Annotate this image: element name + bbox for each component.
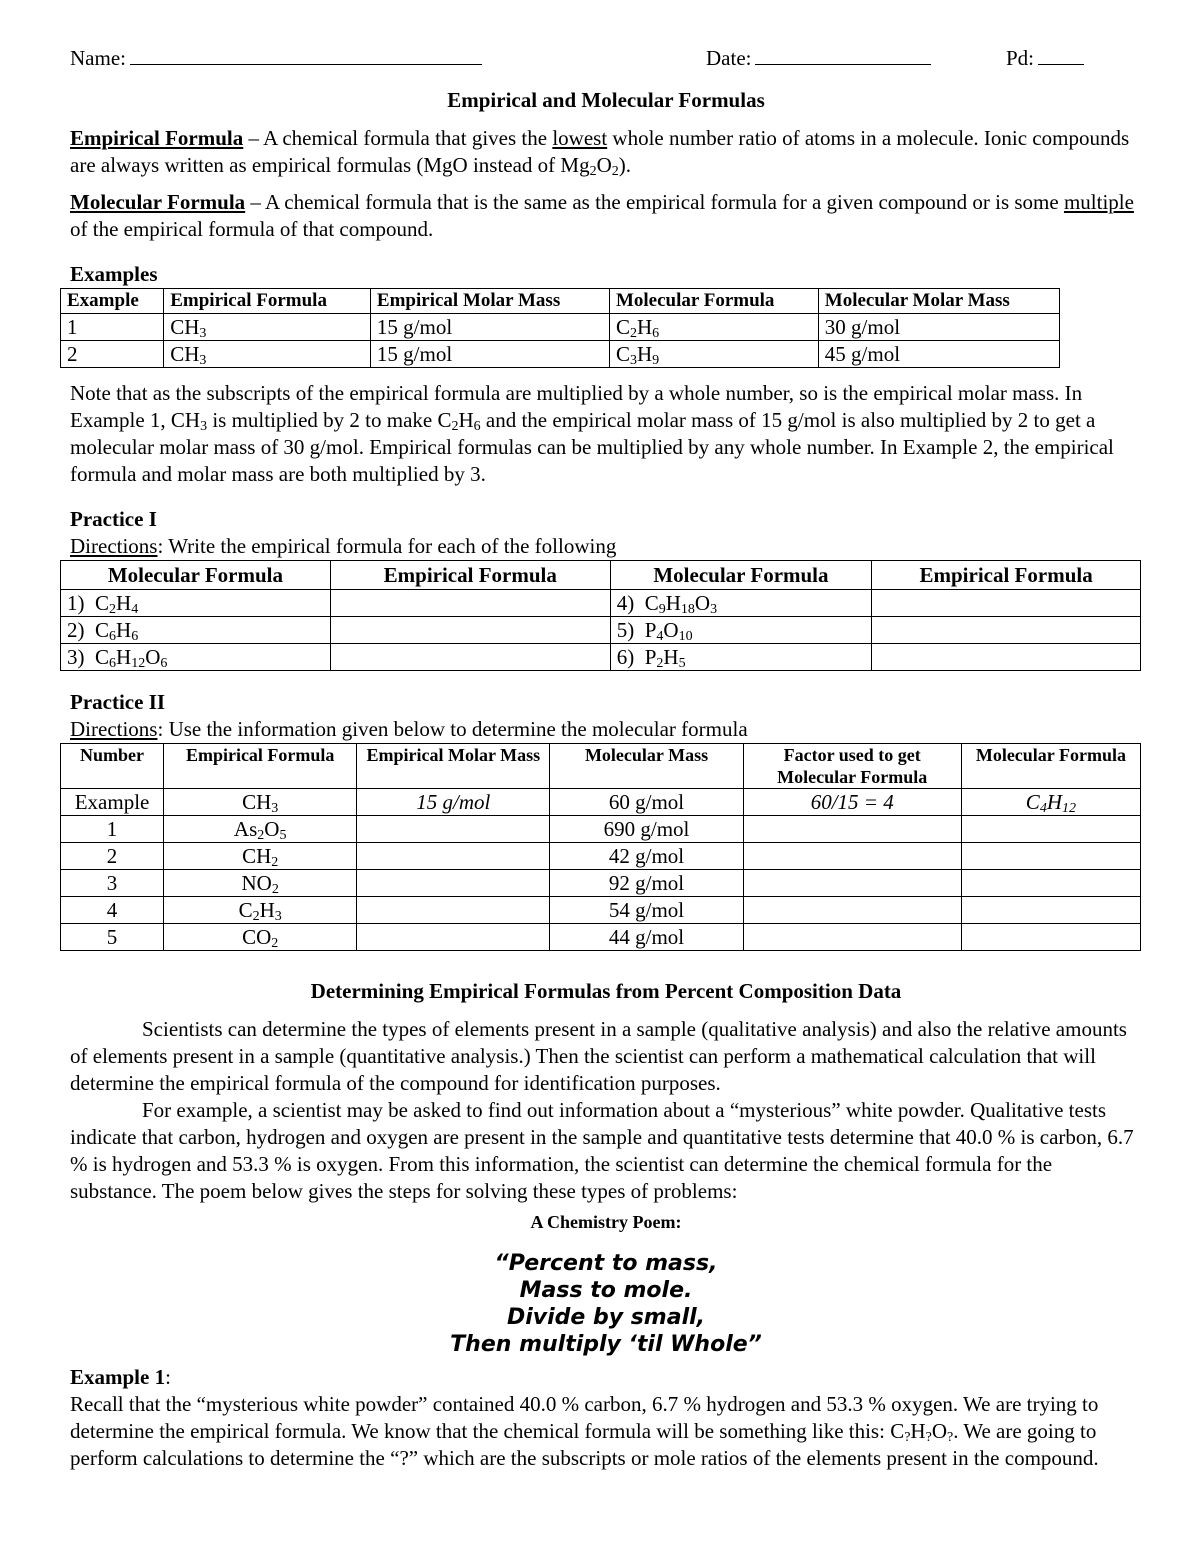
example1-text: . We are going to perform calculations to determine the “?” which are the subscripts or mole ratios of the elements present in the compound. (70, 1419, 1099, 1470)
molecular-formula-cell (609, 341, 818, 368)
subscript: 2 (451, 419, 459, 434)
empirical-formula-cell (164, 870, 357, 897)
example1-title: Example 1 (70, 1365, 166, 1389)
empirical-formula-cell (164, 341, 371, 368)
table-row (61, 816, 1141, 843)
subscript: 2 (629, 325, 637, 341)
subscript: ? (925, 1430, 932, 1445)
molecular-formula-cell (610, 644, 872, 671)
item-number: 3) (67, 644, 85, 669)
row-number: Example (61, 789, 164, 816)
formula-element: O (264, 816, 280, 841)
subscript: 12 (131, 655, 146, 671)
answer-cell[interactable] (961, 924, 1140, 951)
poem-line: “Percent to mass, (494, 1251, 718, 1276)
subscript: 6 (131, 628, 139, 644)
examples-table (60, 288, 1060, 368)
molecular-formula-cell (61, 617, 331, 644)
formula-element: H (636, 341, 653, 366)
table-row (61, 897, 1141, 924)
column-header: Empirical Formula (164, 744, 357, 789)
subscript: 3 (629, 352, 637, 368)
answer-cell[interactable] (961, 870, 1140, 897)
formula-element: C (644, 590, 659, 615)
molecular-formula-cell (61, 590, 331, 617)
note-text: Note that as the subscripts of the empirical formula are multiplied by a whole number, so is the empirical molar mass. In Example 1, CH (70, 381, 1083, 432)
pd-label: Pd: (1006, 46, 1035, 70)
item-number: 6) (616, 644, 635, 669)
example-row (61, 789, 1141, 816)
molecular-mass-cell: 45 g/mol (818, 341, 1059, 368)
answer-cell[interactable] (357, 843, 550, 870)
empirical-mass-cell: 15 g/mol (357, 789, 550, 816)
formula-element: NO (241, 870, 272, 895)
table-row (61, 341, 1060, 368)
row-number: 1 (61, 816, 164, 843)
subscript: 3 (200, 419, 208, 434)
formula-element: CO (242, 924, 272, 949)
subscript: 2 (589, 164, 597, 179)
practice1-table (60, 560, 1141, 671)
column-header: Molecular Molar Mass (818, 289, 1059, 314)
subscript: 10 (678, 628, 693, 644)
name-blank[interactable] (130, 44, 482, 65)
formula-element: H (116, 617, 132, 642)
subscript: 2 (252, 908, 260, 924)
formula-element: O (663, 617, 679, 642)
answer-cell[interactable] (743, 924, 961, 951)
formula-element: CH (242, 843, 272, 868)
formula-element: CH (170, 314, 200, 339)
factor-cell: 60/15 = 4 (743, 789, 961, 816)
example1-text: Recall that the “mysterious white powder” contained 40.0 % carbon, 6.7 % hydrogen and 53.3 % oxygen. We are trying to determine the empirical formula. We know that the chemical formula will be something like this: C (70, 1392, 1099, 1443)
empirical-def-text: – A chemical formula that gives the (243, 126, 553, 150)
subscript: 6 (109, 628, 117, 644)
row-number: 3 (61, 870, 164, 897)
molecular-def-emph: multiple (1063, 190, 1134, 214)
practice2-heading: Practice II (70, 690, 166, 714)
formula-element: C (95, 644, 110, 669)
molecular-formula-cell (61, 644, 331, 671)
subscript: 3 (710, 601, 718, 617)
molecular-formula-cell (610, 590, 872, 617)
answer-cell[interactable] (961, 816, 1140, 843)
answer-cell[interactable] (330, 590, 610, 617)
percent-paragraph-2: For example, a scientist may be asked to find out information about a “mysterious” white powder. Qualitative tests indicate that carbon, hydrogen and oxygen are present in the sample and quantitative tests determine that 40.0 % is carbon, 6.7 % is hydrogen and 53.3 % is oxygen. From this information, the scientist can determine the chemical formula for the substance. The poem below gives the steps for solving these types of problems: (70, 1098, 1134, 1203)
examples-heading: Examples (70, 262, 158, 286)
percent-heading: Determining Empirical Formulas from Percent Composition Data (310, 979, 902, 1003)
column-header: Molecular Formula (609, 289, 818, 314)
column-header: Empirical Formula (872, 561, 1141, 590)
answer-cell[interactable] (872, 617, 1141, 644)
practice2-table (60, 743, 1141, 951)
answer-cell[interactable] (743, 843, 961, 870)
subscript: 9 (652, 352, 660, 368)
name-label: Name: (70, 46, 126, 70)
pd-blank[interactable] (1038, 44, 1084, 65)
column-header: Molecular Formula (610, 561, 872, 590)
subscript: 2 (257, 827, 265, 843)
empirical-formula-cell (164, 897, 357, 924)
column-header: Empirical Formula (330, 561, 610, 590)
molecular-formula-cell (961, 789, 1140, 816)
formula-part: O (596, 153, 612, 177)
subscript: 5 (279, 827, 287, 843)
table-row (61, 590, 1141, 617)
answer-cell[interactable] (357, 816, 550, 843)
formula-element: C (615, 341, 630, 366)
subscript: 4 (656, 628, 664, 644)
column-header: Molecular Formula (961, 744, 1140, 789)
formula-element: C (95, 590, 110, 615)
answer-cell[interactable] (872, 590, 1141, 617)
column-header: Example (61, 289, 164, 314)
answer-cell[interactable] (330, 644, 610, 671)
formula-element: As (233, 816, 258, 841)
formula-element: O (694, 590, 711, 615)
subscript: 5 (678, 655, 686, 671)
formula-element: H (665, 590, 681, 615)
column-header: Factor used to get Molecular Formula (743, 744, 961, 789)
item-number: 4) (616, 590, 635, 615)
molecular-def-rest: of the empirical formula of that compound. (70, 217, 434, 241)
formula-element: C (615, 314, 630, 339)
example-number: 2 (61, 341, 164, 368)
example1-text: O (931, 1419, 947, 1443)
answer-cell[interactable] (743, 816, 961, 843)
practice1-heading: Practice I (70, 507, 157, 531)
subscript: 3 (274, 908, 282, 924)
formula-element: P (644, 644, 657, 669)
subscript: 2 (109, 601, 117, 617)
table-row (61, 617, 1141, 644)
formula-element: H (663, 644, 679, 669)
note-paragraph (70, 380, 1142, 488)
formula-element: H (259, 897, 275, 922)
column-header: Empirical Formula (164, 289, 371, 314)
answer-cell[interactable] (961, 843, 1140, 870)
note-text: is multiplied by 2 to make C (207, 408, 452, 432)
formula-element: P (644, 617, 657, 642)
subscript: 9 (658, 601, 666, 617)
formula-element: C (238, 897, 253, 922)
answer-cell[interactable] (743, 870, 961, 897)
poem-line: Mass to mole. (519, 1278, 693, 1303)
subscript: 2 (656, 655, 664, 671)
answer-cell[interactable] (743, 897, 961, 924)
column-header: Molecular Mass (550, 744, 743, 789)
formula-element: H (1046, 789, 1062, 814)
table-row (61, 314, 1060, 341)
formula-element: H (116, 644, 132, 669)
poem-line: Then multiply ‘til Whole” (450, 1332, 762, 1357)
subscript: 12 (1061, 800, 1076, 816)
example1-colon: : (165, 1365, 171, 1389)
empirical-mass-cell: 15 g/mol (370, 341, 609, 368)
empirical-formula-cell (164, 314, 371, 341)
formula-element: C (1025, 789, 1040, 814)
molecular-mass-cell: 44 g/mol (550, 924, 743, 951)
formula-element: H (636, 314, 653, 339)
name-field (70, 44, 482, 71)
column-header: Empirical Molar Mass (357, 744, 550, 789)
example1-text: H (910, 1419, 926, 1443)
example-number: 1 (61, 314, 164, 341)
empirical-mass-cell: 15 g/mol (370, 314, 609, 341)
empirical-formula-cell (164, 816, 357, 843)
empirical-def-rest: whole number ratio of atoms in a molecule. Ionic compounds are always written as empirical formulas (MgO instead of Mg (70, 126, 1130, 177)
date-field (706, 44, 931, 71)
formula-element: O (145, 644, 161, 669)
molecular-mass-cell: 92 g/mol (550, 870, 743, 897)
column-header: Number (61, 744, 164, 789)
example1-heading (70, 1364, 1142, 1391)
empirical-formula-cell (164, 843, 357, 870)
answer-cell[interactable] (872, 644, 1141, 671)
empirical-term: Empirical Formula (70, 126, 244, 150)
column-header: Empirical Molar Mass (370, 289, 609, 314)
molecular-formula-cell (610, 617, 872, 644)
subscript: 6 (109, 655, 117, 671)
example1-paragraph (70, 1391, 1142, 1472)
column-header: Molecular Formula (61, 561, 331, 590)
molecular-def-text: – A chemical formula that is the same as the empirical formula for a given compound or is some (245, 190, 1064, 214)
subscript: ? (946, 1430, 954, 1445)
chemistry-poem (70, 1250, 1142, 1358)
directions-label: Directions (70, 534, 158, 558)
answer-cell[interactable] (961, 897, 1140, 924)
empirical-def-end: ). (618, 153, 632, 177)
subscript: 2 (271, 881, 279, 897)
pd-field (1006, 44, 1084, 71)
poem-line: Divide by small, (506, 1305, 706, 1330)
practice2-directions (70, 716, 1142, 743)
subscript: 3 (199, 325, 207, 341)
molecular-mass-cell: 54 g/mol (550, 897, 743, 924)
worksheet-page (67, 44, 1142, 1472)
answer-cell[interactable] (357, 924, 550, 951)
percent-paragraph-1: Scientists can determine the types of elements present in a sample (qualitative analysis) and also the relative amounts of elements present in a sample (quantitative analysis.) Then the scientist can perform a mathematical calculation that will determine the empirical formula of the compound for identification purposes. (70, 1017, 1127, 1095)
directions-text: : Write the empirical formula for each of the following (157, 534, 617, 558)
subscript: 3 (199, 352, 207, 368)
molecular-mass-cell: 60 g/mol (550, 789, 743, 816)
practice1-directions (70, 533, 1142, 560)
subscript: 2 (271, 935, 279, 951)
note-text: and the empirical molar mass of 15 g/mol is also multiplied by 2 to get a molecular molar mass of 30 g/mol. Empirical formulas can be multiplied by any whole number. In Example 2, the empirical formula and molar mass are both multiplied by 3. (70, 408, 1114, 486)
molecular-mass-cell: 690 g/mol (550, 816, 743, 843)
subscript: 2 (271, 854, 279, 870)
row-number: 5 (61, 924, 164, 951)
table-row (61, 843, 1141, 870)
empirical-formula-cell (164, 789, 357, 816)
table-row (61, 644, 1141, 671)
subscript: 2 (611, 164, 619, 179)
row-number: 2 (61, 843, 164, 870)
formula-element: C (95, 617, 110, 642)
molecular-mass-cell: 30 g/mol (818, 314, 1059, 341)
answer-cell[interactable] (330, 617, 610, 644)
date-label: Date: (706, 46, 752, 70)
header-row (70, 44, 1142, 74)
answer-cell[interactable] (357, 870, 550, 897)
directions-text: : Use the information given below to determine the molecular formula (157, 717, 748, 741)
molecular-term: Molecular Formula (70, 190, 246, 214)
poem-heading: A Chemistry Poem: (530, 1212, 682, 1232)
formula-element: CH (242, 789, 272, 814)
directions-label: Directions (70, 717, 158, 741)
subscript: 18 (680, 601, 695, 617)
item-number: 2) (67, 617, 85, 642)
molecular-definition (70, 189, 1142, 243)
empirical-definition (70, 125, 1142, 179)
subscript: 4 (1039, 800, 1047, 816)
table-row (61, 870, 1141, 897)
empirical-def-emph: lowest (552, 126, 608, 150)
subscript: 6 (473, 419, 481, 434)
row-number: 4 (61, 897, 164, 924)
subscript: 3 (271, 800, 279, 816)
formula-element: H (116, 590, 132, 615)
table-row (61, 924, 1141, 951)
answer-cell[interactable] (357, 897, 550, 924)
subscript: 6 (652, 325, 660, 341)
molecular-formula-cell (609, 314, 818, 341)
item-number: 1) (67, 590, 85, 615)
empirical-formula-cell (164, 924, 357, 951)
subscript: 4 (131, 601, 139, 617)
note-text: H (458, 408, 474, 432)
molecular-mass-cell: 42 g/mol (550, 843, 743, 870)
page-title: Empirical and Molecular Formulas (447, 88, 765, 112)
subscript: 6 (160, 655, 168, 671)
formula-element: CH (170, 341, 200, 366)
subscript: ? (904, 1430, 911, 1445)
item-number: 5) (616, 617, 635, 642)
date-blank[interactable] (755, 44, 931, 65)
